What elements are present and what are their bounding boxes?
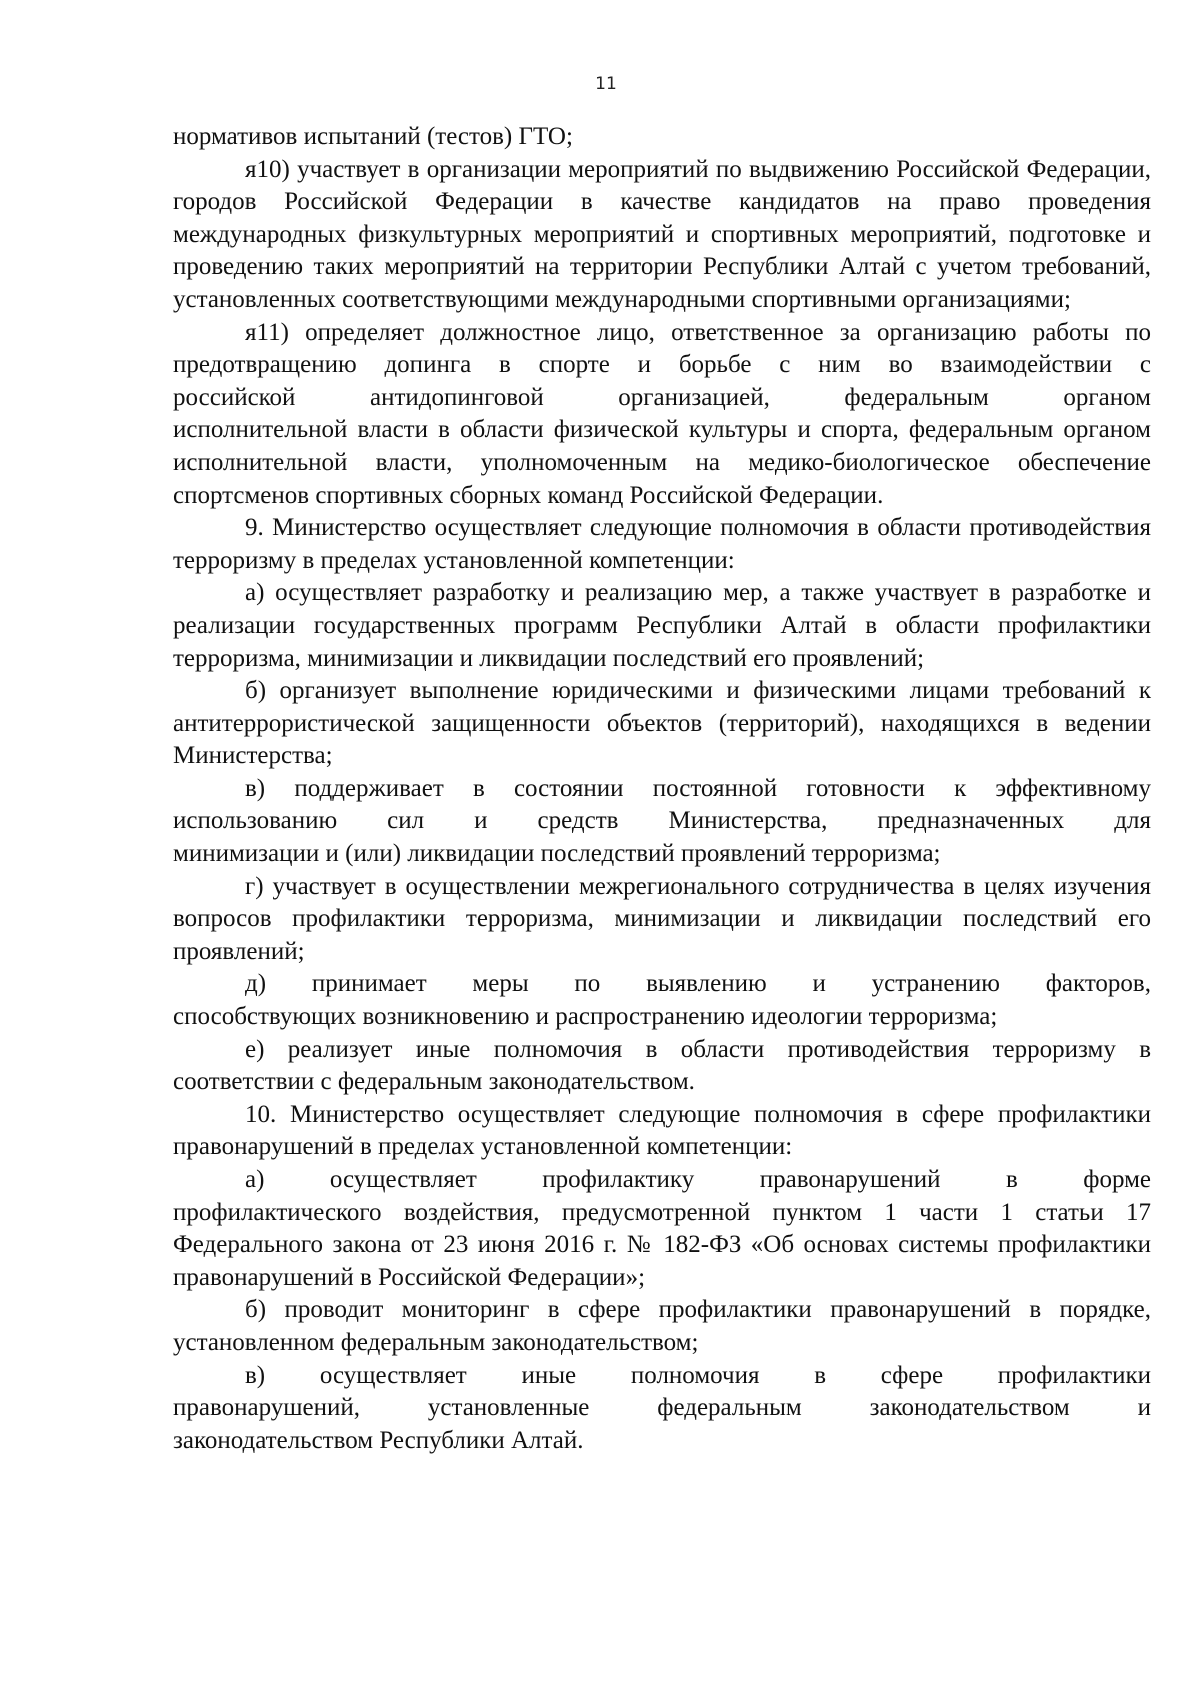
paragraph-item-9-b: б) организует выполнение юридическими и физическими лицами требований к антитеррористической защищенности объектов (территорий), находящихся в ведении Министерства; xyxy=(173,677,1151,770)
paragraph-item-10-b: б) проводит мониторинг в сфере профилактики правонарушений в порядке, установленном федеральным законодательством; xyxy=(173,1296,1151,1356)
paragraph-item-9-v-end: минимизации и (или) ликвидации последствий проявлений терроризма; xyxy=(173,840,941,868)
paragraph-item-10-v: в) осуществляет иные полномочия в сфере профилактики xyxy=(245,1361,1151,1389)
paragraph-ya11-end: исполнительной власти в области физической культуры и спорта, федеральным органом исполнительной власти, уполномоченным на медико-биологическое обеспечение спортсменов спортивных сборных команд Российской Федерации. xyxy=(173,416,1151,509)
paragraph-item-9-d: д) принимает меры по выявлению и устранению факторов, xyxy=(245,970,1151,998)
paragraph-item-10-v-line: правонарушений, установленные федеральным законодательством и xyxy=(173,1394,1151,1422)
paragraph-item-9-v-line: использованию сил и средств Министерства, предназначенных для xyxy=(173,807,1151,835)
paragraph-ya11-line: российской антидопинговой организацией, федеральным органом xyxy=(173,383,1151,411)
page-number: 11 xyxy=(595,74,617,94)
paragraph-item-9: 9. Министерство осуществляет следующие полномочия в области противодействия терроризму в пределах установленной компетенции: xyxy=(173,514,1151,574)
paragraph-item-9-v: в) поддерживает в состоянии постоянной готовности к эффективному xyxy=(245,774,1151,802)
paragraph-item-9-e: е) реализует иные полномочия в области противодействия терроризму в соответствии с федеральным законодательством. xyxy=(173,1035,1151,1096)
paragraph-item-9-a: а) осуществляет разработку и реализацию мер, а также участвует в разработке и реализации государственных программ Республики Алтай в области профилактики терроризма, минимизации и ликвидации последствий его проявлений; xyxy=(173,579,1151,672)
paragraph-ya11: я11) определяет должностное лицо, ответственное за организацию работы по предотвращению допинга в спорте и борьбе с ним во взаимодействии с xyxy=(173,318,1151,379)
paragraph-item-9-d-end: способствующих возникновению и распространению идеологии терроризма; xyxy=(173,1003,998,1031)
document-body xyxy=(173,121,1151,1457)
paragraph-item-10-a: а) осуществляет профилактику правонарушений в форме xyxy=(245,1166,1151,1193)
paragraph-item-10: 10. Министерство осуществляет следующие полномочия в сфере профилактики правонарушений в пределах установленной компетенции: xyxy=(173,1100,1151,1161)
paragraph-item-9-g: г) участвует в осуществлении межрегионального сотрудничества в целях изучения вопросов профилактики терроризма, минимизации и ликвидации последствий его проявлений; xyxy=(173,872,1151,965)
paragraph-item-10-a-end: профилактического воздействия, предусмотренной пунктом 1 части 1 статьи 17 Федерального закона от 23 июня 2016 г. № 182-ФЗ «Об основах системы профилактики правонарушений в Российской Федерации»; xyxy=(173,1198,1151,1291)
paragraph-ya10: я10) участвует в организации мероприятий по выдвижению Российской Федерации, городов Российской Федерации в качестве кандидатов на право проведения международных физкультурных мероприятий и спортивных мероприятий, подготовке и проведению таких мероприятий на территории Республики Алтай с учетом требований, установленных соответствующими международными спортивными организациями; xyxy=(173,155,1151,313)
paragraph-item-10-v-end: законодательством Республики Алтай. xyxy=(173,1426,584,1454)
paragraph-tests-continuation: нормативов испытаний (тестов) ГТО; xyxy=(173,123,573,150)
